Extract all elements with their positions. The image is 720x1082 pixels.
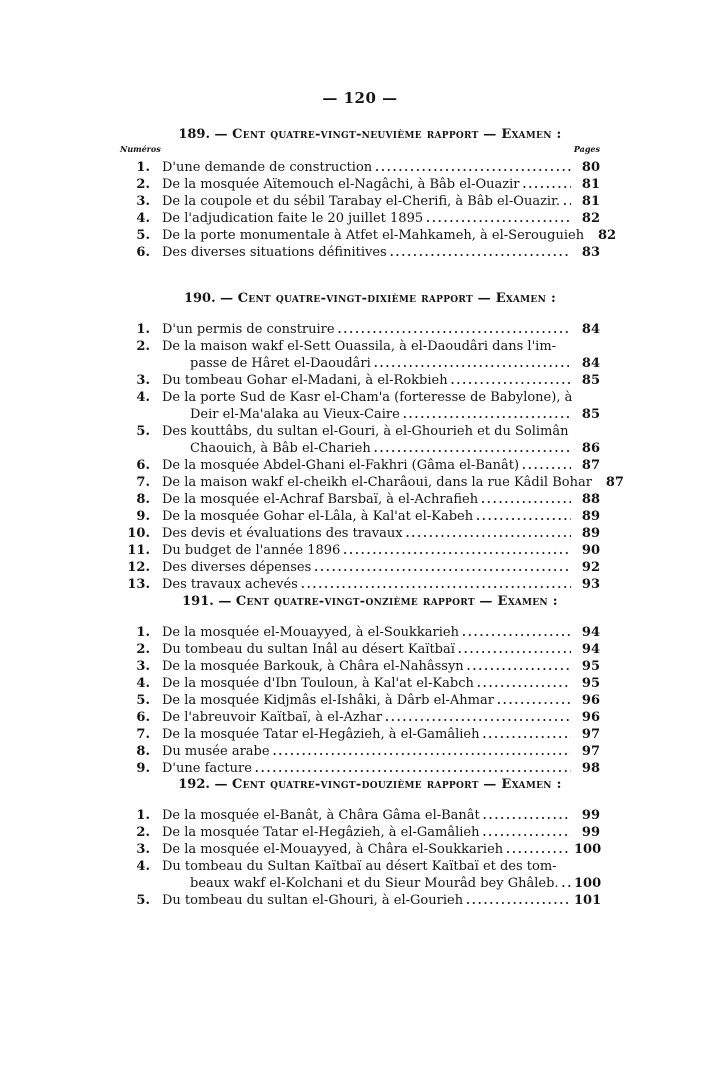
entry-line	[162, 559, 600, 576]
entry-body	[162, 726, 600, 743]
toc-entry	[120, 807, 600, 824]
entry-text: De la porte monumentale à Atfet el-Mahkameh, à el-Serouguieh	[162, 228, 585, 243]
entry-body	[162, 892, 600, 909]
entry-number: 13.	[127, 577, 150, 592]
entry-number: 10.	[127, 526, 150, 541]
col-pages-label: Pages	[573, 144, 600, 154]
entry-body	[162, 576, 600, 593]
dot-leader	[338, 321, 571, 338]
entry-number: 6.	[136, 458, 150, 473]
dot-leader	[482, 726, 571, 743]
toc-entry	[120, 559, 600, 576]
entry-body	[162, 692, 600, 709]
entry-text: De la mosquée el-Mouayyed, à el-Soukkarieh	[162, 625, 459, 640]
entry-page: 88	[581, 492, 600, 507]
entry-page: 87	[581, 458, 600, 473]
entry-number: 7.	[136, 475, 150, 490]
entry-line	[162, 210, 600, 227]
entry-number: 4.	[136, 859, 150, 874]
entry-body	[162, 389, 600, 423]
dot-leader	[374, 355, 571, 372]
entry-number: 3.	[136, 842, 150, 857]
entry-number: 9.	[136, 761, 150, 776]
entry-text: Du tombeau du sultan el-Ghouri, à el-Gourieh	[162, 893, 464, 908]
toc-entry	[120, 338, 600, 372]
entry-line	[162, 355, 600, 372]
entry-number: 2.	[136, 825, 150, 840]
entry-number: 5.	[136, 893, 150, 908]
entry-line	[162, 474, 624, 491]
toc-entry	[120, 525, 600, 542]
entry-text: Du budget de l'année 1896	[162, 543, 341, 558]
toc-entry	[120, 193, 600, 210]
section-heading: Cent quatre-vingt-dixième rapport	[237, 291, 474, 306]
toc-entry	[120, 227, 617, 244]
entry-text: Deir el-Ma'alaka au Vieux-Caire	[190, 407, 400, 422]
entry-text: Des diverses dépenses	[162, 560, 312, 575]
entry-text: Des travaux achevés	[162, 577, 298, 592]
entry-body	[162, 457, 600, 474]
entry-text-line1: Des kouttâbs, du sultan el-Gouri, à el-Ghourieh et du Solimân	[162, 424, 569, 439]
entry-page: 82	[598, 228, 617, 243]
toc-entry	[120, 892, 600, 909]
entry-text-line1: De la maison wakf el-Sett Ouassila, à el-Daoudâri dans l'im-	[162, 339, 557, 354]
entry-page: 99	[581, 808, 600, 823]
dot-leader	[375, 159, 571, 176]
section-number: 191.	[182, 594, 214, 609]
entry-text: De l'adjudication faite le 20 juillet 1895	[162, 211, 424, 226]
entry-number: 6.	[136, 245, 150, 260]
entry-body	[162, 858, 600, 892]
toc-entry	[120, 176, 600, 193]
entry-line	[162, 542, 600, 559]
entry-page: 97	[581, 727, 600, 742]
entry-body	[162, 508, 600, 525]
toc-entry	[120, 423, 600, 457]
toc-entry	[120, 210, 600, 227]
section-heading: Cent quatre-vingt-neuvième rapport	[232, 127, 479, 142]
entry-line	[162, 491, 600, 508]
entry-text: De la mosquée Tatar el-Hegâzieh, à el-Gamâlieh	[162, 825, 480, 840]
entry-body	[162, 675, 600, 692]
entry-page: 95	[581, 676, 600, 691]
entry-line	[162, 372, 600, 389]
entry-page: 81	[581, 177, 600, 192]
entry-page: 96	[581, 693, 600, 708]
entry-text: De la mosquée Tatar el-Hegâzieh, à el-Gamâlieh	[162, 727, 480, 742]
entry-line	[162, 675, 600, 692]
dot-leader	[481, 491, 571, 508]
dot-leader	[314, 559, 571, 576]
entry-body	[162, 423, 600, 457]
entry-body	[162, 244, 600, 261]
section-title	[120, 290, 600, 308]
toc-entry	[120, 244, 600, 261]
toc-entry	[120, 508, 600, 525]
entry-text: D'un permis de construire	[162, 322, 335, 337]
entry-text: De la mosquée Barkouk, à Châra el-Nahâssyn	[162, 659, 464, 674]
entry-text: Du musée arabe	[162, 744, 270, 759]
toc-entry	[120, 675, 600, 692]
dot-leader	[255, 760, 571, 777]
entry-number: 3.	[136, 373, 150, 388]
dot-leader	[462, 624, 571, 641]
entry-line	[162, 709, 600, 726]
entry-number: 2.	[136, 339, 150, 354]
entry-line	[162, 244, 600, 261]
entry-page: 80	[581, 160, 600, 175]
entry-body	[162, 372, 600, 389]
section-title	[120, 776, 600, 794]
dot-leader	[523, 176, 571, 193]
entry-body	[162, 709, 600, 726]
dot-leader	[426, 210, 571, 227]
entry-page: 92	[581, 560, 600, 575]
entry-body	[162, 807, 600, 824]
entry-text: De la mosquée Aïtemouch el-Nagâchi, à Bâb el-Ouazir	[162, 177, 520, 192]
entry-number: 5.	[136, 693, 150, 708]
dot-leader	[477, 675, 571, 692]
entry-body	[162, 641, 600, 658]
section-examen: — Examen :	[479, 594, 558, 609]
entry-number: 1.	[136, 625, 150, 640]
dot-leader	[403, 406, 571, 423]
entry-body	[162, 525, 600, 542]
toc-entry	[120, 159, 600, 176]
toc-entry	[120, 576, 600, 593]
entry-text: De la mosquée Abdel-Ghani el-Fakhri (Gâma el-Banât)	[162, 458, 520, 473]
entry-number: 11.	[127, 543, 150, 558]
col-numeros-label: Numéros	[120, 144, 161, 154]
entry-line	[162, 525, 600, 542]
toc-entry	[120, 474, 624, 491]
entry-line	[162, 440, 600, 457]
entry-page: 98	[581, 761, 600, 776]
entry-page: 94	[581, 642, 600, 657]
entry-page: 93	[581, 577, 600, 592]
section-dash: —	[220, 291, 234, 306]
entry-body	[162, 321, 600, 338]
entry-page: 101	[574, 893, 602, 908]
entry-line	[162, 692, 600, 709]
entry-page: 86	[581, 441, 600, 456]
entry-number: 1.	[136, 322, 150, 337]
entry-line	[162, 807, 600, 824]
dot-leader	[466, 892, 571, 909]
toc-entry	[120, 624, 600, 641]
entry-list	[120, 624, 600, 777]
entry-text: De l'abreuvoir Kaïtbaï, à el-Azhar	[162, 710, 383, 725]
entry-text: Des devis et évaluations des travaux	[162, 526, 403, 541]
entry-body	[162, 227, 617, 244]
dot-leader	[451, 372, 571, 389]
entry-number: 1.	[136, 160, 150, 175]
entry-line	[162, 227, 617, 244]
entry-text: De la mosquée el-Achraf Barsbaï, à el-Achrafieh	[162, 492, 479, 507]
dot-leader	[497, 692, 571, 709]
dot-leader	[483, 807, 571, 824]
entry-page: 83	[581, 245, 600, 260]
section-title	[120, 126, 600, 144]
entry-text: passe de Hâret el-Daoudâri	[190, 356, 371, 371]
entry-list	[120, 321, 624, 593]
entry-line	[162, 641, 600, 658]
entry-body	[162, 159, 600, 176]
entry-page: 81	[581, 194, 600, 209]
entry-line	[162, 892, 600, 909]
toc-entry	[120, 457, 600, 474]
entry-line	[162, 457, 600, 474]
entry-page: 84	[581, 356, 600, 371]
dot-leader	[374, 440, 571, 457]
section-dash: —	[218, 594, 232, 609]
section-heading: Cent quatre-vingt-onzième rapport	[235, 594, 475, 609]
entry-number: 5.	[136, 424, 150, 439]
entry-line	[162, 624, 600, 641]
entry-line	[162, 824, 600, 841]
report-section-190	[120, 290, 624, 593]
entry-text: Du tombeau Gohar el-Madani, à el-Rokbieh	[162, 373, 448, 388]
toc-entry	[120, 858, 600, 892]
dot-leader	[406, 525, 571, 542]
entry-page: 100	[574, 876, 602, 891]
entry-page: 96	[581, 710, 600, 725]
toc-entry	[120, 709, 600, 726]
entry-number: 9.	[136, 509, 150, 524]
entry-text: De la mosquée el-Banât, à Châra Gâma el-Banât	[162, 808, 480, 823]
entry-line	[162, 841, 600, 858]
toc-entry	[120, 542, 600, 559]
dot-leader	[482, 824, 571, 841]
toc-entry	[120, 743, 600, 760]
entry-text: De la mosquée Kidjmâs el-Ishâki, à Dârb el-Ahmar	[162, 693, 494, 708]
entry-number: 7.	[136, 727, 150, 742]
page-number: — 120 —	[322, 89, 398, 107]
toc-entry	[120, 726, 600, 743]
entry-body	[162, 338, 600, 372]
dot-leader	[390, 244, 571, 261]
dot-leader	[563, 193, 571, 210]
entry-line	[162, 743, 600, 760]
section-number: 190.	[183, 291, 216, 306]
section-examen: — Examen :	[483, 777, 562, 792]
entry-page: 85	[581, 373, 600, 388]
dot-leader	[476, 508, 571, 525]
entry-line	[162, 658, 600, 675]
entry-line	[162, 760, 600, 777]
section-examen: — Examen :	[477, 291, 557, 306]
section-dash: —	[214, 777, 228, 792]
entry-body	[162, 824, 600, 841]
toc-entry	[120, 760, 600, 777]
entry-line	[162, 875, 600, 892]
entry-body	[162, 559, 600, 576]
entry-page: 90	[581, 543, 600, 558]
entry-text: beaux wakf el-Kolchani et du Sieur Mourâd bey Ghâleb.	[190, 876, 559, 891]
entry-body	[162, 841, 600, 858]
entry-number: 1.	[136, 808, 150, 823]
entry-text: De la mosquée Gohar el-Lâla, à Kal'at el-Kabeh	[162, 509, 474, 524]
section-dash: —	[214, 127, 228, 142]
toc-entry	[120, 321, 600, 338]
entry-text: De la maison wakf el-cheikh el-Charâoui, dans la rue Kâdil Bohar	[162, 475, 592, 490]
dot-leader	[343, 542, 571, 559]
entry-list	[120, 807, 600, 909]
entry-number: 4.	[136, 211, 150, 226]
entry-line	[162, 176, 600, 193]
entry-number: 8.	[136, 492, 150, 507]
entry-number: 4.	[136, 390, 150, 405]
entry-page: 89	[581, 509, 600, 524]
section-number: 192.	[178, 777, 210, 792]
dot-leader	[458, 641, 571, 658]
entry-line	[162, 726, 600, 743]
entry-page: 87	[605, 475, 624, 490]
entry-page: 82	[581, 211, 600, 226]
toc-entry	[120, 372, 600, 389]
entry-body	[162, 210, 600, 227]
section-heading: Cent quatre-vingt-douzième rapport	[232, 777, 479, 792]
entry-page: 100	[574, 842, 602, 857]
column-headings	[120, 144, 600, 156]
entry-body	[162, 542, 600, 559]
section-number: 189.	[178, 127, 211, 142]
entry-body	[162, 474, 624, 491]
entry-page: 97	[581, 744, 600, 759]
entry-number: 6.	[136, 710, 150, 725]
entry-text-line1: Du tombeau du Sultan Kaïtbaï au désert Kaïtbaï et des tom-	[162, 859, 557, 874]
entry-line	[162, 576, 600, 593]
entry-page: 95	[581, 659, 600, 674]
entry-body	[162, 743, 600, 760]
entry-number: 3.	[136, 194, 150, 209]
section-title	[120, 593, 600, 611]
toc-entry	[120, 389, 600, 423]
report-section-191	[120, 593, 600, 777]
entry-line	[162, 508, 600, 525]
entry-text: Des diverses situations définitives	[162, 245, 387, 260]
entry-text: D'une facture	[162, 761, 252, 776]
report-section-192	[120, 776, 600, 909]
dot-leader	[273, 743, 571, 760]
entry-text-line1: De la porte Sud de Kasr el-Cham'a (forteresse de Babylone), à	[162, 390, 573, 405]
entry-number: 5.	[136, 228, 150, 243]
entry-text: Chaouich, à Bâb el-Charieh	[190, 441, 371, 456]
toc-entry	[120, 824, 600, 841]
entry-text: De la coupole et du sébil Tarabay el-Cherifi, à Bâb el-Ouazir.	[162, 194, 560, 209]
entry-page: 94	[581, 625, 600, 640]
dot-leader	[522, 457, 571, 474]
entry-text: D'une demande de construction	[162, 160, 373, 175]
toc-entry	[120, 841, 600, 858]
entry-page: 99	[581, 825, 600, 840]
entry-body	[162, 658, 600, 675]
entry-page: 85	[581, 407, 600, 422]
entry-list	[120, 159, 617, 261]
entry-number: 4.	[136, 676, 150, 691]
toc-entry	[120, 491, 600, 508]
entry-number: 2.	[136, 177, 150, 192]
report-section-189	[120, 126, 617, 261]
entry-line	[162, 159, 600, 176]
entry-line	[162, 193, 600, 210]
dot-leader	[467, 658, 571, 675]
toc-entry	[120, 641, 600, 658]
entry-text: Du tombeau du sultan Inâl au désert Kaïtbaï	[162, 642, 455, 657]
entry-body	[162, 624, 600, 641]
dot-leader	[562, 875, 571, 892]
entry-line	[162, 321, 600, 338]
entry-body	[162, 491, 600, 508]
toc-entry	[120, 692, 600, 709]
entry-number: 12.	[127, 560, 150, 575]
dot-leader	[301, 576, 571, 593]
entry-body	[162, 176, 600, 193]
entry-page: 89	[581, 526, 600, 541]
entry-body	[162, 193, 600, 210]
dot-leader	[506, 841, 571, 858]
entry-line	[162, 406, 600, 423]
entry-number: 8.	[136, 744, 150, 759]
toc-entry	[120, 658, 600, 675]
dot-leader	[385, 709, 571, 726]
entry-number: 3.	[136, 659, 150, 674]
entry-body	[162, 760, 600, 777]
entry-text: De la mosquée el-Mouayyed, à Châra el-Soukkarieh	[162, 842, 504, 857]
entry-text: De la mosquée d'Ibn Touloun, à Kal'at el-Kabch	[162, 676, 474, 691]
entry-page: 84	[581, 322, 600, 337]
entry-number: 2.	[136, 642, 150, 657]
section-examen: — Examen :	[483, 127, 562, 142]
